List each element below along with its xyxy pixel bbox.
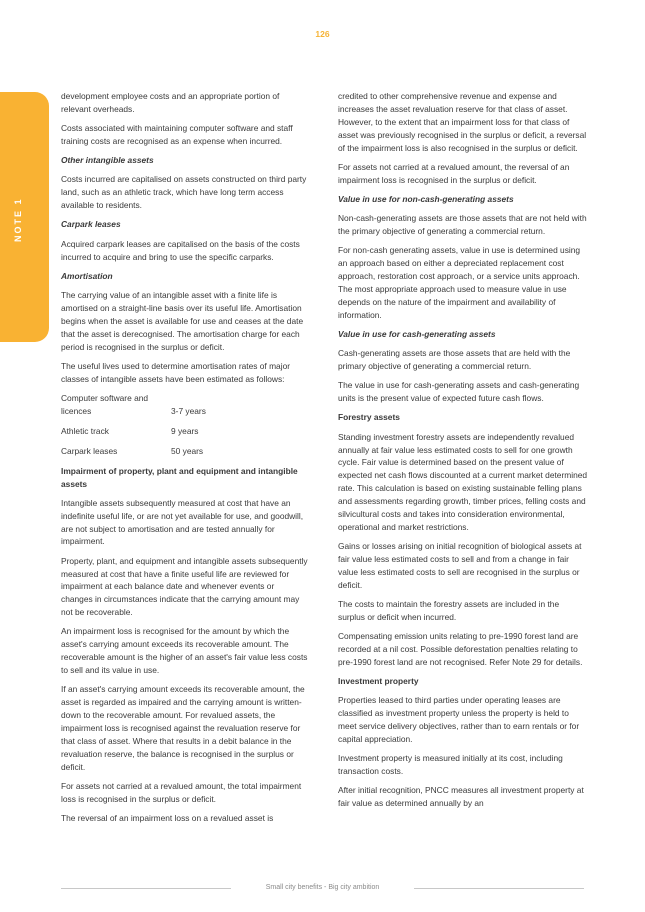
subheading-amortisation: Amortisation (61, 270, 113, 281)
paragraph: The useful lives used to determine amortisation rates of major classes of intangible assets have been estimated as follows: (61, 360, 291, 384)
footer-divider-left (61, 888, 231, 889)
useful-lives-table (61, 392, 308, 458)
heading-impairment: Impairment of property, plant and equipment and intangible assets (61, 465, 298, 489)
paragraph: Costs associated with maintaining computer software and staff training costs are recognised as an expense when incurred. (61, 123, 293, 147)
paragraph: Cash-generating assets are those assets that are held with the primary objective of generating a commercial return. (338, 348, 571, 372)
paragraph: Investment property is measured initially at its cost, including transaction costs. (338, 753, 563, 777)
paragraph: Costs incurred are capitalised on assets constructed on third party land, such as an athletic track, which have long term access available to residents. (61, 174, 307, 211)
table-row (61, 445, 308, 458)
note-tab (0, 92, 49, 342)
paragraph: For assets not carried at a revalued amount, the total impairment loss is recognised in the surplus or deficit. (61, 781, 302, 804)
table-row (61, 425, 308, 438)
paragraph: The value in use for cash-generating assets and cash-generating units is the present value of expected future cash flows. (338, 380, 580, 404)
paragraph: Acquired carpark leases are capitalised on the basis of the costs incurred to acquire and bring to use the specific carparks. (61, 238, 300, 262)
paragraph: An impairment loss is recognised for the amount by which the asset's carrying amount exceeds its recoverable amount. The recoverable amount is the higher of an asset's fair value less costs to sell and its value in use. (61, 626, 308, 676)
paragraph: Intangible assets subsequently measured at cost that have an indefinite useful life, or are not yet available for use, and goodwill, are not subject to amortisation and are tested annually for impairment. (61, 497, 304, 547)
footer-divider-right (414, 888, 584, 889)
paragraph: For non-cash generating assets, value in use is determined using an approach based on either a depreciated replacement cost approach, restoration cost approach, or a service units approach. The most appropriate approach used to measure value in use depends on the nature of the impairment and availability of information. (338, 245, 581, 320)
paragraph: For assets not carried at a revalued amount, the reversal of an impairment loss is recognised in the surplus or deficit. (338, 161, 570, 185)
subheading-value-in-use-non-cash: Value in use for non-cash-generating assets (338, 193, 514, 204)
table-row (61, 392, 308, 418)
note-tab-label: NOTE 1 (13, 197, 23, 242)
paragraph: Gains or losses arising on initial recognition of biological assets at fair value less estimated costs to sell and from a change in fair value less estimated costs to sell are recognised in the surplus or deficit. (338, 541, 582, 590)
paragraph: development employee costs and an appropriate portion of relevant overheads. (61, 91, 280, 114)
heading-forestry-assets: Forestry assets (338, 412, 400, 423)
heading-investment-property: Investment property (338, 676, 419, 687)
paragraph: credited to other comprehensive revenue and expense and increases the asset revaluation reserve for that class of asset. However, to the extent that an impairment loss for that class of asset was previously recognised in the surplus or deficit, a reversal of the impairment loss is also recognised in the surplus or deficit. (338, 91, 587, 153)
paragraph: Properties leased to third parties under operating leases are classified as investment property unless the property is held to meet service delivery objectives, rather than to earn rentals or for capital appreciation. (338, 695, 580, 745)
table-cell-category: Carpark leases (61, 445, 118, 456)
subheading-other-intangible-assets: Other intangible assets (61, 155, 154, 166)
paragraph: The carrying value of an intangible asset with a finite life is amortised on a straight-line basis over its useful life. Amortisation begins when the asset is available for use and ceases at the date that the asset is derecognised. The amortisation charge for each period is recognised in the surplus or deficit. (61, 289, 304, 352)
left-column (61, 90, 308, 831)
table-cell-category: Computer software and licences (61, 392, 149, 416)
table-cell-life: 50 years (171, 445, 204, 456)
footer-tagline: Small city benefits - Big city ambition (265, 884, 380, 891)
paragraph: Standing investment forestry assets are independently revalued annually at fair value less estimated costs to sell for one growth cycle. Fair value is determined based on the present value of expected net cash flows discounted at a current market determined rate. This calculation is based on existing sustainable felling plans and assessments regarding growth, timber prices, felling costs and silvicultural costs and takes into consideration environmental, operational and market restrictions. (338, 431, 588, 532)
table-cell-life: 3-7 years (171, 405, 206, 416)
paragraph: The reversal of an impairment loss on a revalued asset is (61, 813, 274, 824)
paragraph: Non-cash-generating assets are those assets that are not held with the primary objective of generating a commercial return. (338, 213, 587, 237)
paragraph: Property, plant, and equipment and intangible assets subsequently measured at cost that have a finite useful life are reviewed for impairment at each balance date and whenever events or changes in circumstances indicate that the carrying amount may not be recoverable. (61, 555, 308, 618)
paragraph: After initial recognition, PNCC measures all investment property at fair value as determined annually by an (338, 785, 584, 809)
table-cell-life: 9 years (171, 425, 199, 436)
page-number: 126 (315, 29, 330, 39)
table-cell-category: Athletic track (61, 425, 109, 436)
paragraph: If an asset's carrying amount exceeds its recoverable amount, the asset is regarded as impaired and the carrying amount is written-down to the recoverable amount. For revalued assets, the impairment loss is recognised against the revaluation reserve for that class of asset. Where that results in a debit balance in the revaluation reserve, the balance is recognised in the surplus or deficit. (61, 684, 305, 772)
subheading-carpark-leases: Carpark leases (61, 219, 121, 230)
subheading-value-in-use-cash: Value in use for cash-generating assets (338, 328, 496, 339)
paragraph: The costs to maintain the forestry assets are included in the surplus or deficit when incurred. (338, 599, 560, 622)
paragraph: Compensating emission units relating to pre-1990 forest land are recorded at a nil cost. Possible deforestation penalties relating to pre-1990 forest land are not recognised. Refer Note 29 for details. (338, 631, 583, 667)
right-column (338, 90, 588, 817)
